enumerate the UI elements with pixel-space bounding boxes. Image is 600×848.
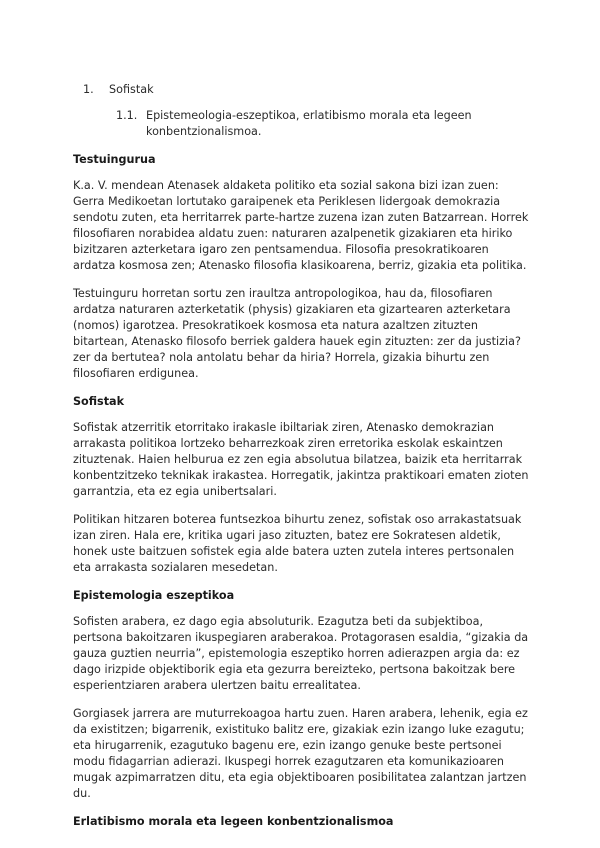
paragraph: Gorgiasek jarrera are muturrekoagoa hartu zuen. Haren arabera, lehenik, egia ez da existitzen; bigarrenik, existituko balitz ere, gizakiak ezin izango luke ezagutu; eta hirugarrenik, ezagutuko bagenu ere, ezin izango genuke beste pertsonei modu fidagarrian adierazi. Ikuspegi horrek ezagutzaren eta komunikazioaren mugak azpimarratzen ditu, eta egia objektiboaren posibilitatea zalantzan jartzen du. [73,707,528,800]
paragraph: Sofistak atzerritik etorritako irakasle ibiltariak ziren, Atenasko demokrazian arrakasta politikoa lortzeko beharrezkoak ziren erretorika eskolak eskaintzen zituztenak. Haien helburua ez zen egia absolutua bilatzea, baizik eta herritarrak konbentzitzeko teknikak irakastea. Horregatik, jakintza praktikoari ematen zioten garrantzia, eta ez egia unibertsalari. [73,421,529,498]
outline-item-1-1-label: Epistemeologia-eszeptikoa, erlatibismo morala eta legeen konbentzionalismoa. [146,109,472,138]
outline-item-1-1-number: 1.1. [116,109,138,122]
section-erlatibismo [73,814,530,830]
outline-item-1-1 [116,108,530,140]
section-sofistak [73,394,530,576]
paragraph: Sofisten arabera, ez dago egia absoluturik. Ezagutza beti da subjektiboa, pertsona bakoitzaren ikuspegiaren araberakoa. Protagorasen esaldia, “gizakia da gauza guztien neurria”, epistemologia eszeptiko horren adierazpen argia da: ez dago irizpide objektiborik egia eta gezurra bereizteko, pertsona bakoitzak bere esperientziaren arabera ulertzen baitu errealitatea. [73,615,529,692]
section-heading: Sofistak [73,395,125,408]
paragraph: Testuinguru horretan sortu zen iraultza antropologikoa, hau da, filosofiaren ardatza naturaren azterketatik (physis) gizakiaren eta gizartearen azterketara (nomos) igarotzea. Presokratikoek kosmosa eta natura azaltzen zituzten bitartean, Atenasko filosofo berriek galdera hauek egin zituzten: zer da justizia? zer da bertutea? nola antolatu behar da hiria? Horrela, gizakia bihurtu zen filosofiaren erdigunea. [73,287,521,380]
outline-item-1-label: Sofistak [109,83,154,96]
outline-item-1-number: 1. [83,83,94,96]
paragraph: Politikan hitzaren boterea funtsezkoa bihurtu zenez, sofistak oso arrakastatsuak izan ziren. Hala ere, kritika ugari jaso zituzten, batez ere Sokratesen aldetik, honek uste baitzuen sofistek egia alde batera uzten zutela interes pertsonalen eta arrakasta sozialaren mesedetan. [73,513,522,574]
section-heading: Testuingurua [73,153,156,166]
section-testuingurua [73,152,530,382]
paragraph: K.a. V. mendean Atenasek aldaketa politiko eta sozial sakona bizi izan zuen: Gerra Medikoetan lortutako garaipenek eta Periklesen lidergoak demokrazia sendotu zuten, eta herritarrek parte-hartze zuzena izan zuten Batzarrean. Horrek filosofiaren norabidea aldatu zuen: naturaren azalpenetik gizakiaren eta hiriko bizitzaren azterketara igaro zen pentsamendua. Filosofia presokratikoaren ardatza kosmosa zen; Atenasko filosofia klasikoarena, berriz, gizakia eta politika. [73,179,529,272]
section-heading: Epistemologia eszeptikoa [73,589,235,602]
section-heading: Erlatibismo morala eta legeen konbentzionalismoa [73,815,394,828]
outline-item-1 [83,82,530,98]
section-epistemologia [73,588,530,802]
